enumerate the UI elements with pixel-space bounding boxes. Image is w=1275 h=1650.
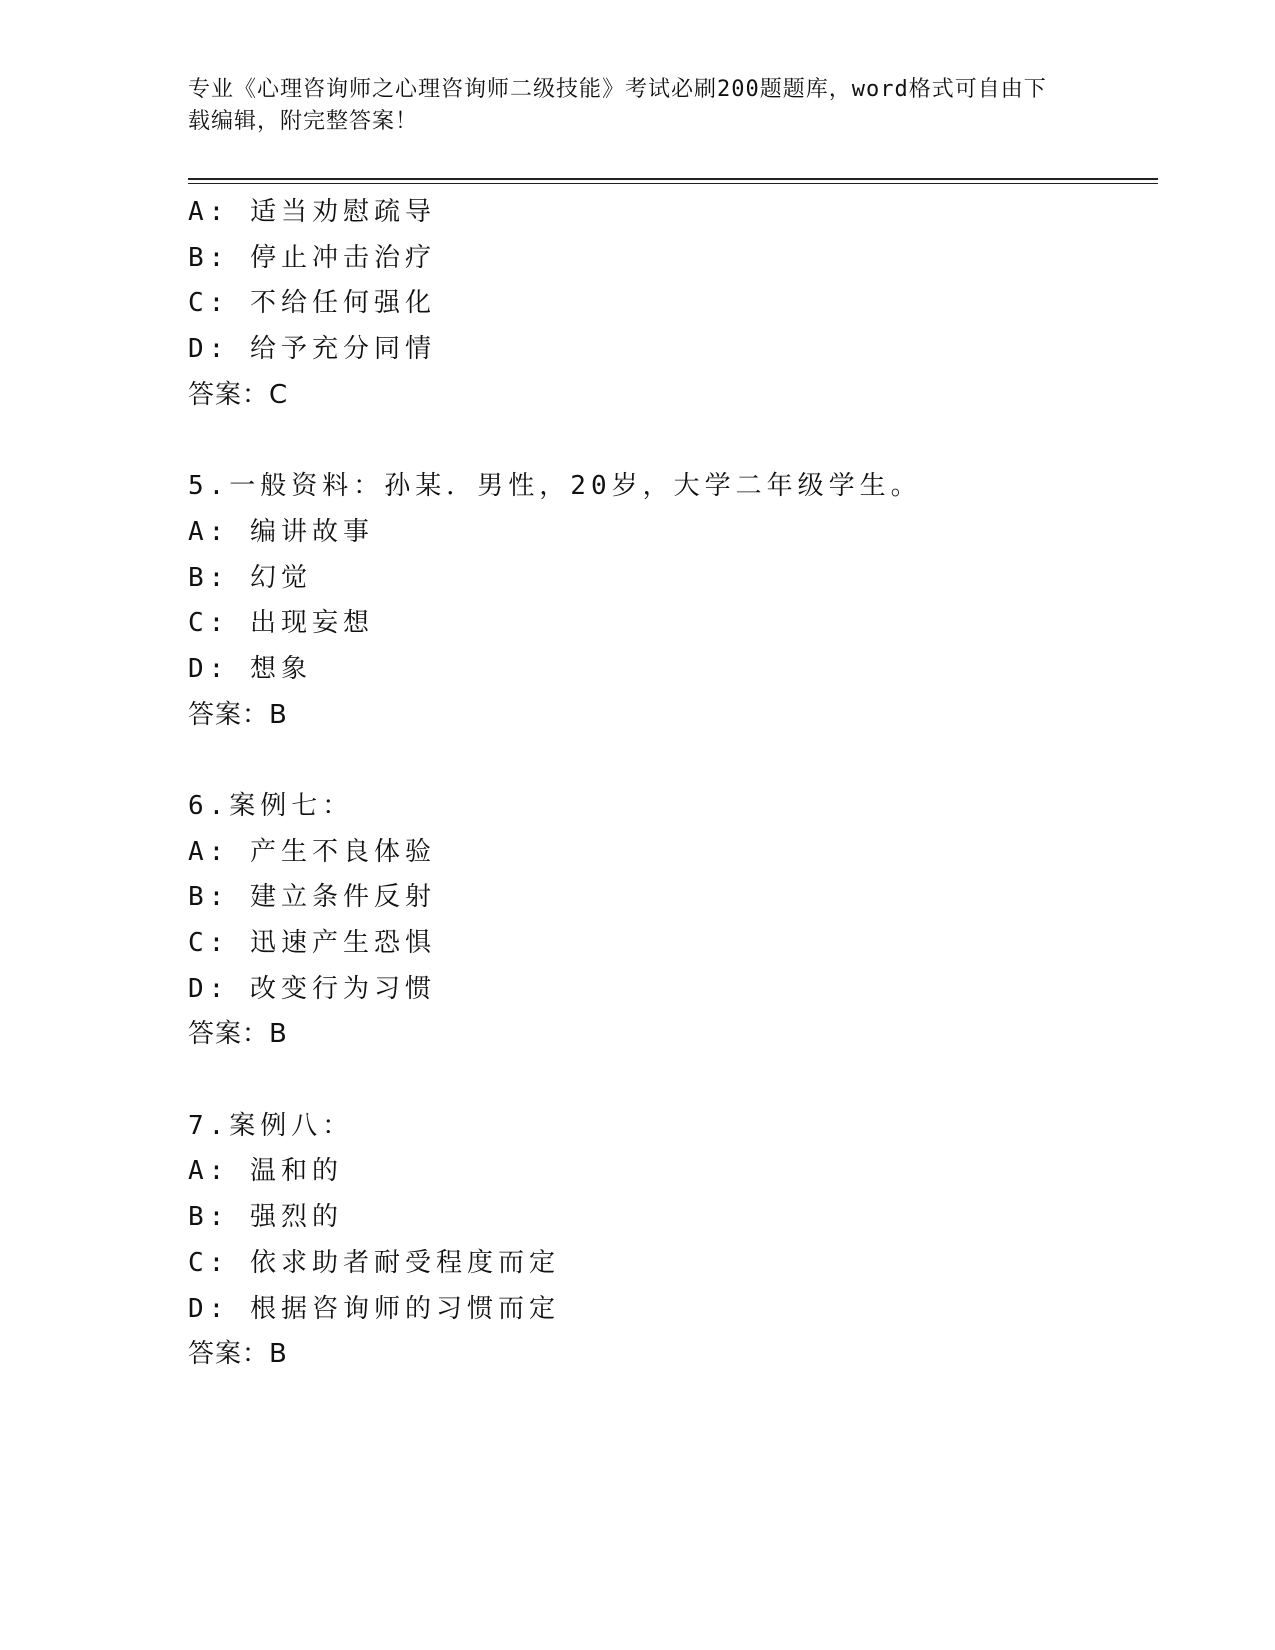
option-a: A: 编讲故事	[188, 516, 374, 547]
document-header	[188, 74, 1068, 138]
option-a: A: 温和的	[188, 1156, 343, 1187]
option-c: C: 出现妄想	[188, 608, 374, 639]
question-stem: 5.一般资料：孙某．男性，20岁，大学二年级学生。	[188, 471, 922, 502]
option-b: B: 强烈的	[188, 1202, 343, 1233]
option-b: B: 幻觉	[188, 562, 312, 593]
answer-line: 答案：B	[188, 1019, 288, 1050]
block-spacer	[188, 738, 1158, 784]
answer-line: 答案：C	[188, 379, 289, 410]
header-divider	[188, 178, 1158, 184]
question-block	[188, 784, 1158, 1058]
option-c: C: 迅速产生恐惧	[188, 928, 436, 958]
option-d: D: 根据咨询师的习惯而定	[188, 1293, 560, 1324]
question-stem: 6.案例七：	[188, 790, 354, 821]
option-b: B: 停止冲击治疗	[188, 242, 436, 273]
option-d: D: 想象	[188, 653, 312, 684]
option-a: A: 适当劝慰疏导	[188, 197, 436, 227]
header-intro-text: 专业《心理咨询师之心理咨询师二级技能》考试必刷200题题库，word格式可自由下载编辑，附完整答案！	[188, 77, 1047, 134]
question-stem: 7.案例八：	[188, 1110, 354, 1141]
block-spacer	[188, 418, 1158, 464]
option-b: B: 建立条件反射	[188, 882, 436, 913]
question-list	[188, 190, 1158, 1378]
question-block	[188, 1104, 1158, 1378]
question-block	[188, 464, 1158, 738]
option-d: D: 改变行为习惯	[188, 973, 436, 1004]
answer-line: 答案：B	[188, 1339, 288, 1370]
block-spacer	[188, 1058, 1158, 1104]
option-c: C: 不给任何强化	[188, 288, 436, 319]
question-block	[188, 190, 1158, 418]
option-a: A: 产生不良体验	[188, 836, 436, 867]
option-d: D: 给予充分同情	[188, 334, 436, 365]
option-c: C: 依求助者耐受程度而定	[188, 1247, 560, 1278]
answer-line: 答案：B	[188, 699, 288, 730]
